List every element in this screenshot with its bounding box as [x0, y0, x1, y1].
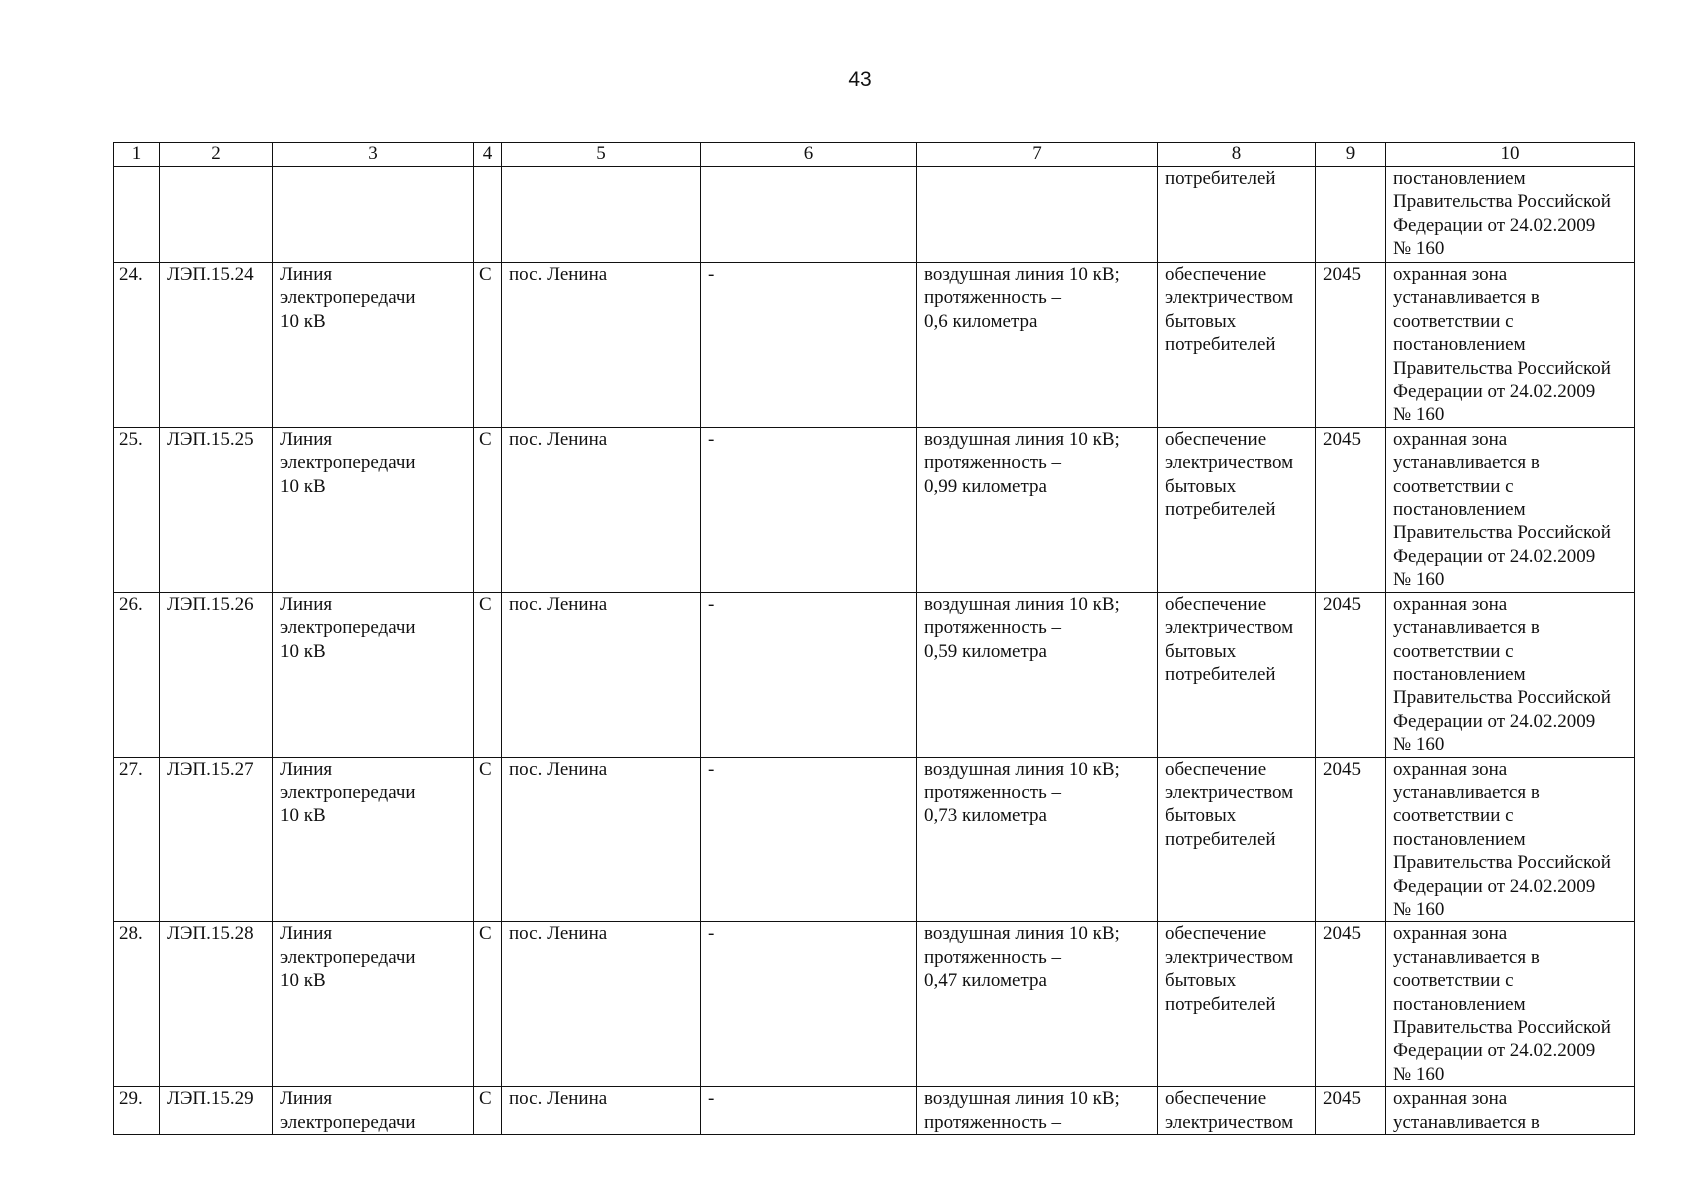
- object-code: ЛЭП.15.26: [160, 592, 273, 757]
- object-location: пос. Ленина: [502, 592, 701, 757]
- row-number: 28.: [114, 922, 160, 1087]
- row-number: 27.: [114, 757, 160, 922]
- protection-zone: охранная зона устанавливается в: [1386, 1087, 1635, 1135]
- table-row: [114, 427, 1635, 592]
- object-code: ЛЭП.15.29: [160, 1087, 273, 1135]
- column-6-value: -: [701, 1087, 917, 1135]
- column-header: 4: [474, 143, 502, 167]
- object-code: ЛЭП.15.27: [160, 757, 273, 922]
- column-header: 3: [273, 143, 474, 167]
- protection-zone: охранная зона устанавливается в соответствии с постановлением Правительства Российской Федерации от 24.02.2009 № 160: [1386, 592, 1635, 757]
- object-kind: С: [474, 1087, 502, 1135]
- column-header: 7: [917, 143, 1158, 167]
- column-header: 10: [1386, 143, 1635, 167]
- object-name: Линия электропередачи 10 кВ: [273, 757, 474, 922]
- row-number: 29.: [114, 1087, 160, 1135]
- column-6-value: -: [701, 263, 917, 428]
- object-purpose: обеспечение электричеством бытовых потребителей: [1158, 427, 1316, 592]
- object-code: ЛЭП.15.28: [160, 922, 273, 1087]
- object-name: Линия электропередачи 10 кВ: [273, 263, 474, 428]
- object-purpose: обеспечение электричеством бытовых потребителей: [1158, 757, 1316, 922]
- table-cell: [114, 167, 160, 263]
- object-characteristics: воздушная линия 10 кВ; протяженность – 0,6 километра: [917, 263, 1158, 428]
- object-year: 2045: [1316, 592, 1386, 757]
- table-cell: [273, 167, 474, 263]
- protection-zone: охранная зона устанавливается в соответствии с постановлением Правительства Российской Федерации от 24.02.2009 № 160: [1386, 922, 1635, 1087]
- object-characteristics: воздушная линия 10 кВ; протяженность – 0,59 километра: [917, 592, 1158, 757]
- table-row: [114, 592, 1635, 757]
- object-characteristics: воздушная линия 10 кВ; протяженность –: [917, 1087, 1158, 1135]
- table-row: [114, 263, 1635, 428]
- table-row-continuation: [114, 167, 1635, 263]
- table-cell: [474, 167, 502, 263]
- object-location: пос. Ленина: [502, 263, 701, 428]
- column-header: 9: [1316, 143, 1386, 167]
- column-6-value: -: [701, 757, 917, 922]
- row-number: 24.: [114, 263, 160, 428]
- object-kind: С: [474, 757, 502, 922]
- column-header: 8: [1158, 143, 1316, 167]
- object-characteristics: воздушная линия 10 кВ; протяженность – 0,73 километра: [917, 757, 1158, 922]
- row-number: 26.: [114, 592, 160, 757]
- table-row: [114, 757, 1635, 922]
- protection-zone: охранная зона устанавливается в соответствии с постановлением Правительства Российской Федерации от 24.02.2009 № 160: [1386, 263, 1635, 428]
- object-location: пос. Ленина: [502, 757, 701, 922]
- zone-cell: постановлением Правительства Российской Федерации от 24.02.2009 № 160: [1386, 167, 1635, 263]
- object-kind: С: [474, 427, 502, 592]
- object-code: ЛЭП.15.24: [160, 263, 273, 428]
- object-year: 2045: [1316, 263, 1386, 428]
- protection-zone: охранная зона устанавливается в соответствии с постановлением Правительства Российской Федерации от 24.02.2009 № 160: [1386, 757, 1635, 922]
- object-year: 2045: [1316, 1087, 1386, 1135]
- table-cell: [160, 167, 273, 263]
- object-year: 2045: [1316, 757, 1386, 922]
- table-header-row: [114, 143, 1635, 167]
- object-kind: С: [474, 592, 502, 757]
- object-purpose: обеспечение электричеством бытовых потребителей: [1158, 263, 1316, 428]
- object-code: ЛЭП.15.25: [160, 427, 273, 592]
- table-row: [114, 922, 1635, 1087]
- object-kind: С: [474, 263, 502, 428]
- column-header: 1: [114, 143, 160, 167]
- object-purpose: обеспечение электричеством бытовых потребителей: [1158, 592, 1316, 757]
- object-location: пос. Ленина: [502, 427, 701, 592]
- table-row: [114, 1087, 1635, 1135]
- column-6-value: -: [701, 922, 917, 1087]
- row-number: 25.: [114, 427, 160, 592]
- table-cell: [917, 167, 1158, 263]
- object-location: пос. Ленина: [502, 1087, 701, 1135]
- object-characteristics: воздушная линия 10 кВ; протяженность – 0,47 километра: [917, 922, 1158, 1087]
- object-purpose: обеспечение электричеством: [1158, 1087, 1316, 1135]
- purpose-cell: потребителей: [1158, 167, 1316, 263]
- page-number: 43: [848, 68, 872, 91]
- object-name: Линия электропередачи: [273, 1087, 474, 1135]
- object-kind: С: [474, 922, 502, 1087]
- table-cell: [1316, 167, 1386, 263]
- object-name: Линия электропередачи 10 кВ: [273, 427, 474, 592]
- column-header: 6: [701, 143, 917, 167]
- object-location: пос. Ленина: [502, 922, 701, 1087]
- object-year: 2045: [1316, 427, 1386, 592]
- column-6-value: -: [701, 427, 917, 592]
- table-cell: [701, 167, 917, 263]
- object-year: 2045: [1316, 922, 1386, 1087]
- object-purpose: обеспечение электричеством бытовых потребителей: [1158, 922, 1316, 1087]
- column-6-value: -: [701, 592, 917, 757]
- objects-table: [113, 142, 1635, 1135]
- protection-zone: охранная зона устанавливается в соответствии с постановлением Правительства Российской Федерации от 24.02.2009 № 160: [1386, 427, 1635, 592]
- column-header: 2: [160, 143, 273, 167]
- column-header: 5: [502, 143, 701, 167]
- table-cell: [502, 167, 701, 263]
- object-name: Линия электропередачи 10 кВ: [273, 592, 474, 757]
- object-name: Линия электропередачи 10 кВ: [273, 922, 474, 1087]
- object-characteristics: воздушная линия 10 кВ; протяженность – 0,99 километра: [917, 427, 1158, 592]
